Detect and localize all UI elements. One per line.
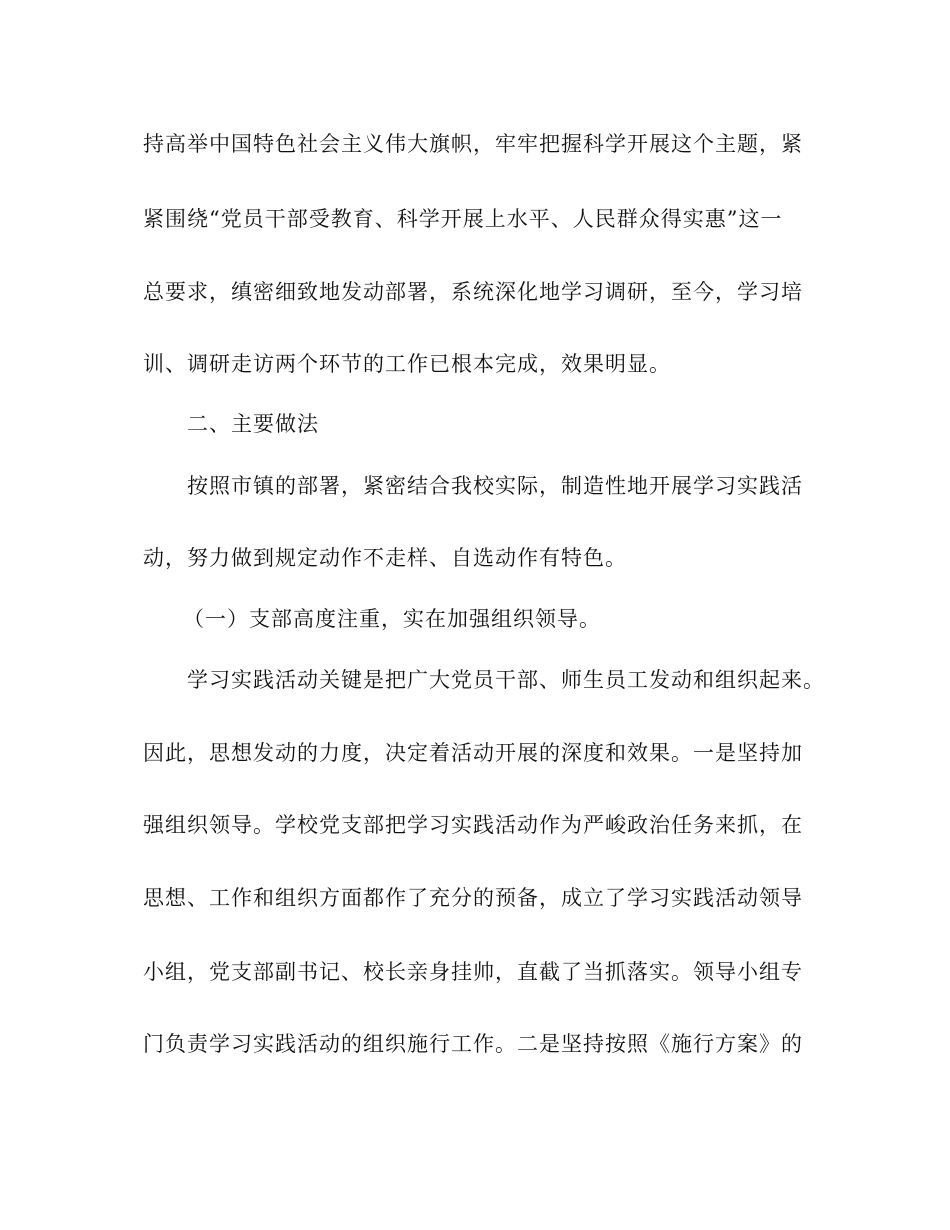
text-line-4: 训、调研走访两个环节的工作已根本完成，效果明显。 [143,352,671,376]
text-line-7: 动，努力做到规定动作不走样、自选动作有特色。 [143,546,627,570]
text-line-9: 学习实践活动关键是把广大党员干部、师生员工发动和组织起来。 [187,668,825,692]
text-line-14: 门负责学习实践活动的组织施行工作。二是坚持按照《施行方案》的 [143,1032,803,1056]
section-heading: 二、主要做法 [187,412,319,436]
text-line-10: 因此，思想发动的力度，决定着活动开展的深度和效果。一是坚持加 [143,741,803,765]
text-line-1: 持高举中国特色社会主义伟大旗帜，牢牢把握科学开展这个主题，紧 [143,132,803,156]
text-line-2: 紧围绕“党员干部受教育、科学开展上水平、人民群众得实惠”这一 [143,207,783,231]
subsection-heading: （一）支部高度注重，实在加强组织领导。 [183,607,601,631]
text-line-11: 强组织领导。学校党支部把学习实践活动作为严峻政治任务来抓，在 [143,813,803,837]
text-line-3: 总要求，缜密细致地发动部署，系统深化地学习调研，至今，学习培 [143,280,803,304]
text-line-12: 思想、工作和组织方面都作了充分的预备，成立了学习实践活动领导 [143,886,803,910]
text-line-6: 按照市镇的部署，紧密结合我校实际，制造性地开展学习实践活 [187,474,803,498]
text-line-13: 小组，党支部副书记、校长亲身挂帅，直截了当抓落实。领导小组专 [143,960,803,984]
